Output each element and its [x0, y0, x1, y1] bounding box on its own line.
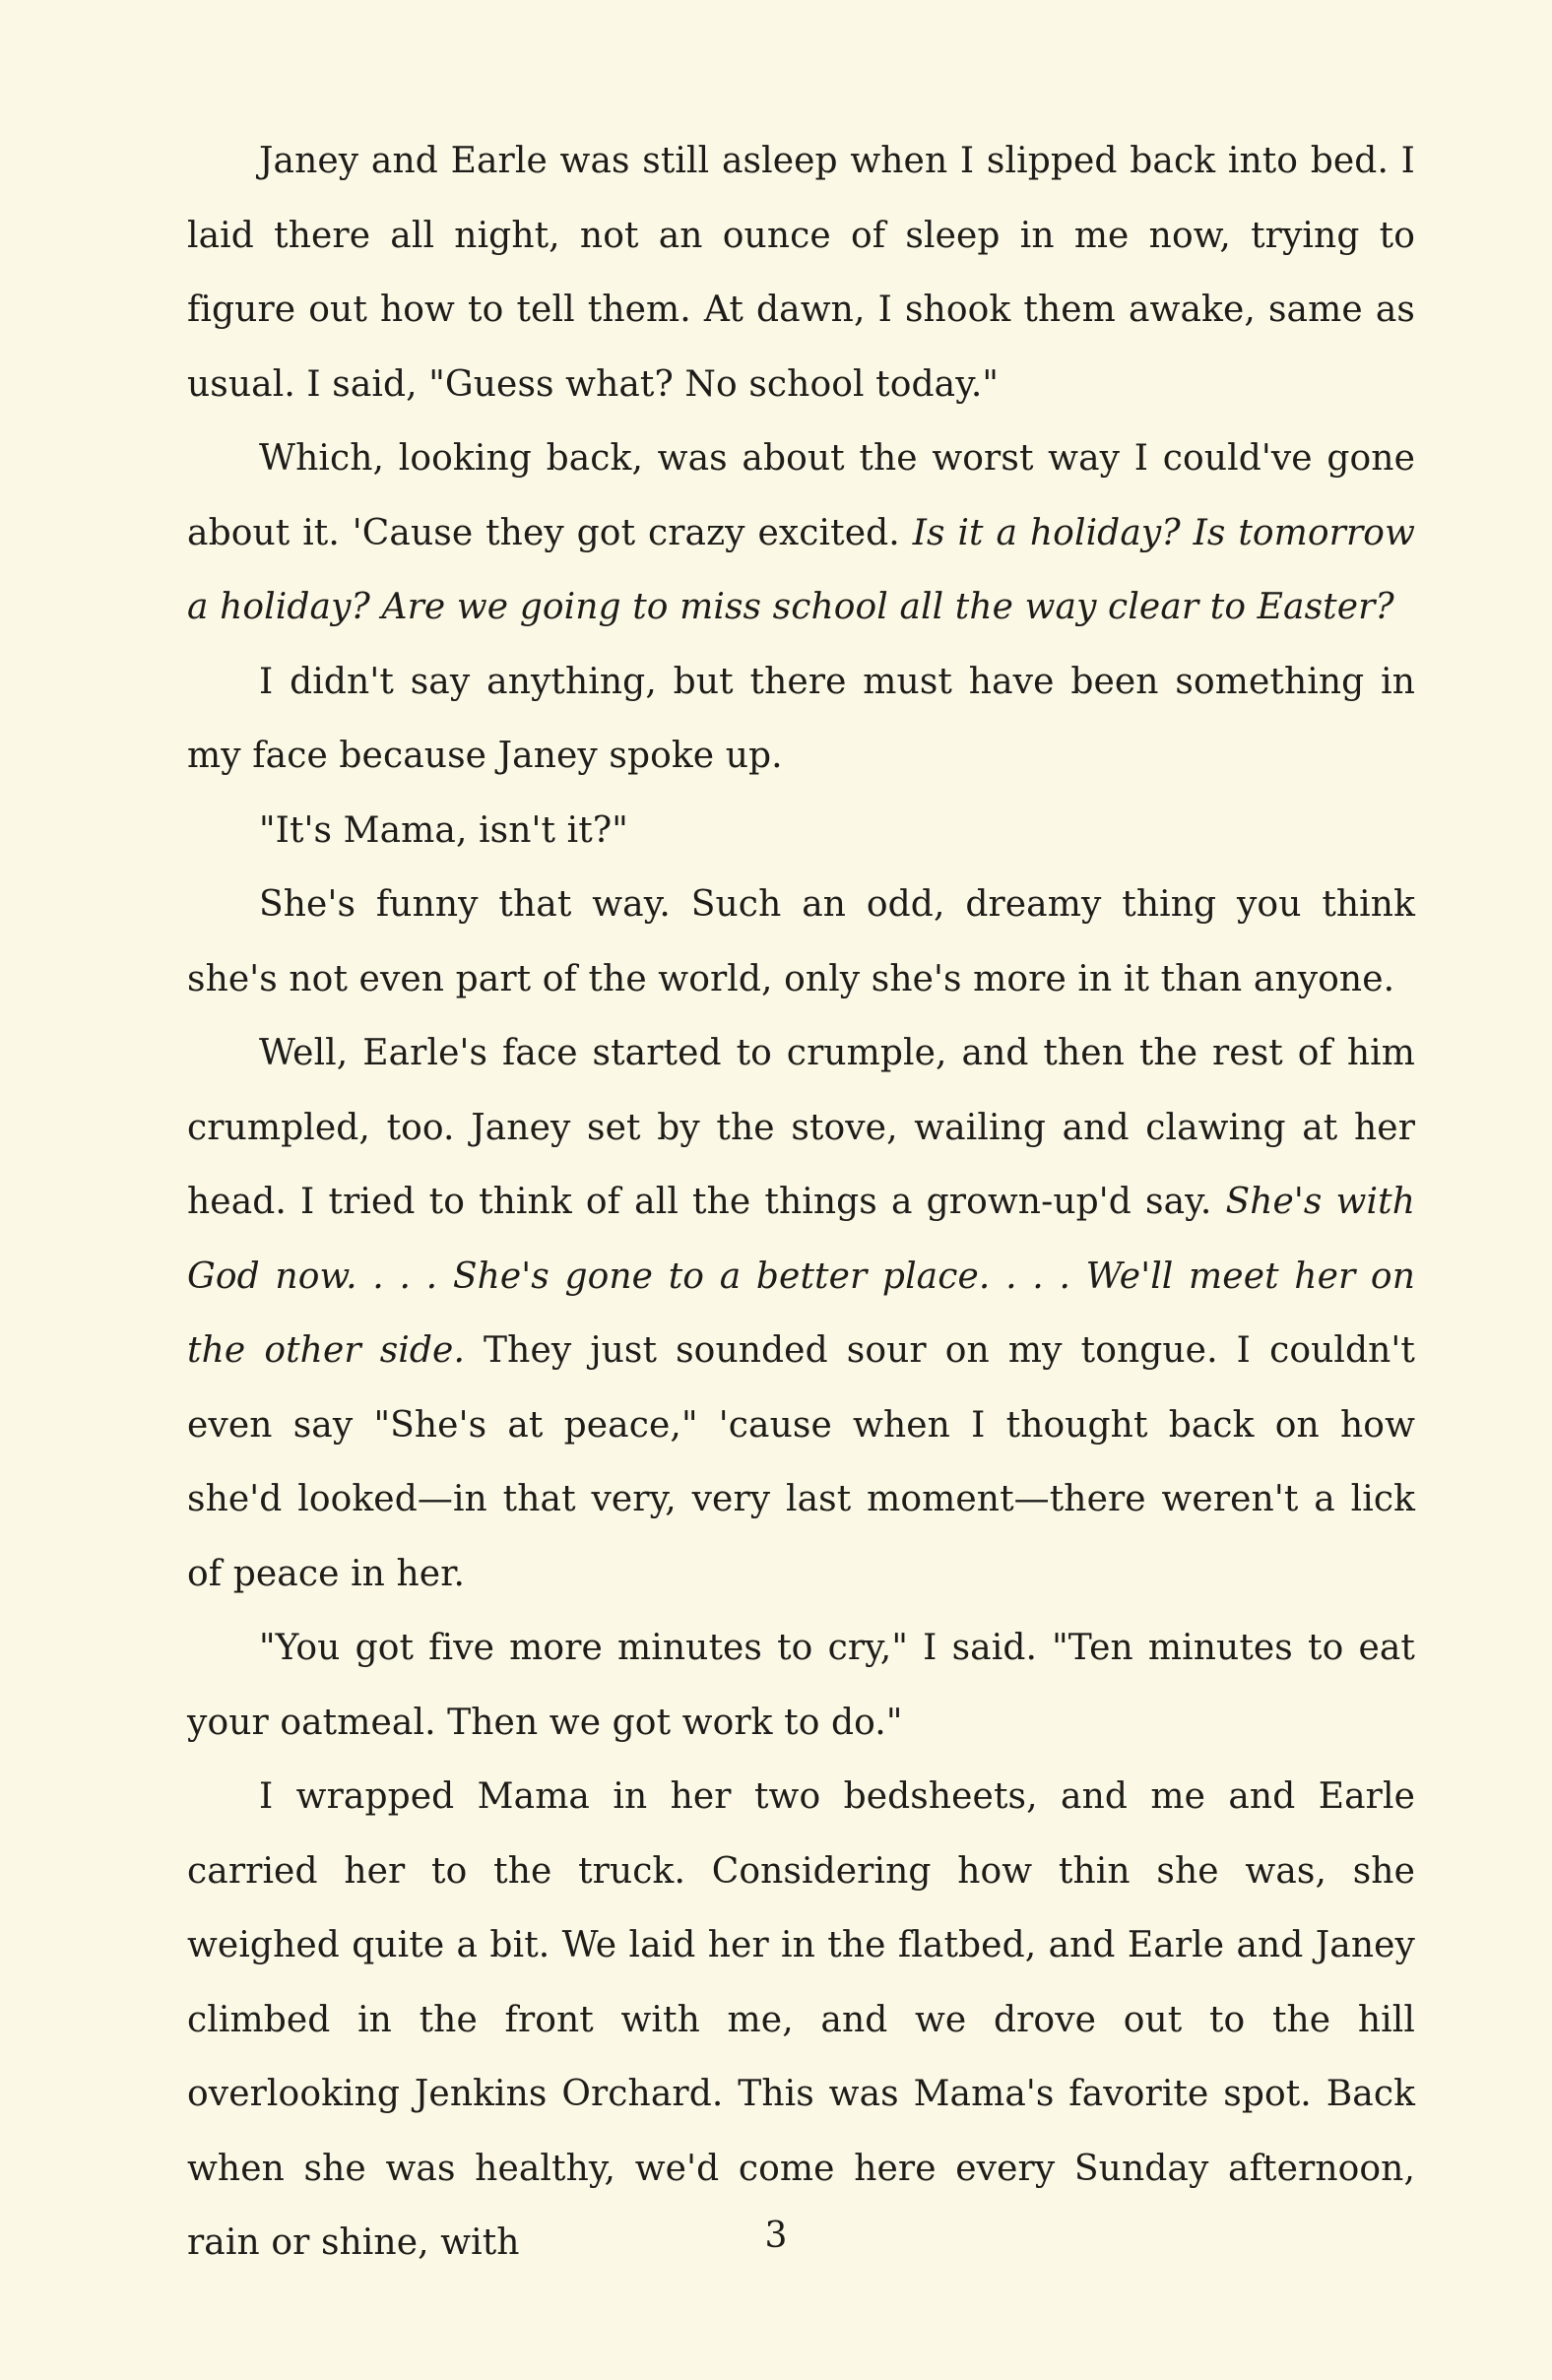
paragraph-2-text: Which, looking back, was about the worst way I could've gone about it. 'Cause they got crazy excited.	[187, 438, 1415, 553]
paragraph-6-italic-phrases: She's with God now. . . . She's gone to a better place. . . . We'll meet her on the other side.	[187, 1182, 1415, 1371]
paragraph-7-text: "You got five more minutes to cry," I said. "Ten minutes to eat your oatmeal. Then we got work to do."	[187, 1628, 1415, 1743]
paragraph-4-text: "It's Mama, isn't it?"	[259, 809, 628, 851]
paragraph-1-text: Janey and Earle was still asleep when I slipped back into bed. I laid there all night, not an ounce of sleep in me now, trying to figure out how to tell them. At dawn, I shook them awake, same as usual. I said, "Guess what? No school today."	[187, 141, 1415, 405]
paragraph-5	[187, 868, 1415, 1016]
body-text	[187, 124, 1415, 2281]
paragraph-3	[187, 645, 1415, 794]
paragraph-8-text: I wrapped Mama in her two bedsheets, and me and Earle carried her to the truck. Considering how thin she was, she weighed quite a bit. We laid her in the flatbed, and Earle and Janey climbed in the front with me, and we drove out to the hill overlooking Jenkins Orchard. This was Mama's favorite spot. Back when she was healthy, we'd come here every Sunday afternoon, rain or shine, with	[187, 1776, 1415, 2263]
paragraph-2	[187, 421, 1415, 645]
paragraph-2-italic-questions: Is it a holiday? Is tomorrow a holiday? Are we going to miss school all the way clear to Easter?	[187, 512, 1415, 627]
paragraph-6	[187, 1016, 1415, 1611]
paragraph-7	[187, 1611, 1415, 1760]
paragraph-4	[187, 794, 1415, 868]
paragraph-3-text: I didn't say anything, but there must have been something in my face because Janey spoke up.	[187, 661, 1415, 776]
paragraph-1	[187, 124, 1415, 421]
page-number: 3	[764, 2216, 788, 2256]
paragraph-6-text-start: Well, Earle's face started to crumple, and then the rest of him crumpled, too. Janey set by the stove, wailing and clawing at her head. I tried to think of all the things a grown-up'd say.	[187, 1033, 1415, 1222]
paragraph-5-text: She's funny that way. Such an odd, dreamy thing you think she's not even part of the world, only she's more in it than anyone.	[187, 884, 1415, 999]
paragraph-8	[187, 1760, 1415, 2281]
paragraph-6-text-end: They just sounded sour on my tongue. I couldn't even say "She's at peace," 'cause when I thought back on how she'd looked—in that very, very last moment—there weren't a lick of peace in her.	[187, 1330, 1415, 1594]
